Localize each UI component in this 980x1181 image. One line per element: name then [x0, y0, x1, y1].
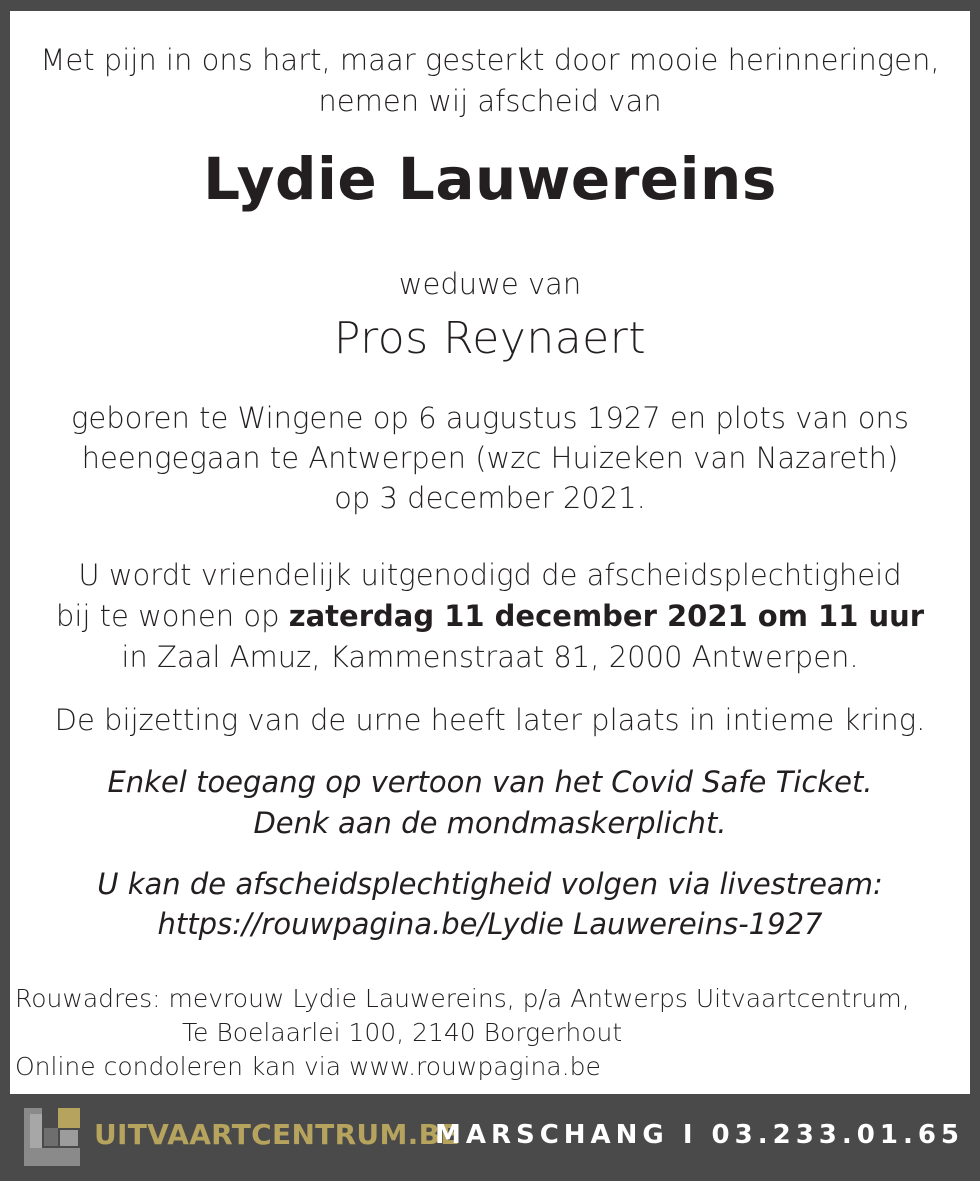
covid-line-2: Denk aan de mondmaskerplicht.: [253, 806, 727, 840]
obituary-card: [10, 11, 970, 1094]
ceremony-date-time: zaterdag 11 december 2021 om 11 uur: [288, 599, 925, 633]
ceremony-line-1: U wordt vriendelijk uitgenodigd de afscheidsplechtigheid: [78, 558, 902, 592]
brand-name: UITVAARTCENTRUM.BE: [94, 1118, 460, 1151]
widow-of-label: weduwe van: [398, 267, 582, 301]
spouse-name: Pros Reynaert: [333, 313, 647, 364]
livestream-line-1: U kan de afscheidsplechtigheid volgen via livestream:: [97, 867, 883, 901]
funeral-home-contact: MARSCHANG I 03.233.01.65: [434, 1120, 964, 1150]
intro-line-1: Met pijn in ons hart, maar gesterkt door mooie herinneringen,: [40, 43, 940, 77]
covid-line-1: Enkel toegang op vertoon van het Covid Safe Ticket.: [107, 765, 873, 799]
livestream-url[interactable]: https://rouwpagina.be/Lydie Lauwereins-1927: [157, 907, 823, 941]
urn-text: De bijzetting van de urne heeft later plaats in intieme kring.: [54, 703, 926, 737]
ceremony-line-3: in Zaal Amuz, Kammenstraat 81, 2000 Antwerpen.: [121, 640, 859, 674]
online-condolence-line: Online condoleren kan via www.rouwpagina.be: [15, 1052, 601, 1081]
ceremony-line-2-prefix: bij te wonen op: [55, 599, 289, 633]
mourning-address-line-1: Rouwadres: mevrouw Lydie Lauwereins, p/a Antwerps Uitvaartcentrum,: [15, 984, 910, 1013]
footer-bar: [0, 1094, 980, 1181]
mourning-address-line-2: Te Boelaarlei 100, 2140 Borgerhout: [182, 1018, 623, 1047]
birth-death-line-1: geboren te Wingene op 6 augustus 1927 en plots van ons: [71, 401, 909, 435]
deceased-name: Lydie Lauwereins: [203, 145, 777, 213]
intro-line-2: nemen wij afscheid van: [318, 84, 662, 118]
uitvaartcentrum-logo-icon: [24, 1108, 80, 1166]
birth-death-line-2: heengegaan te Antwerpen (wzc Huizeken van Nazareth): [81, 441, 899, 475]
ceremony-line-2: [10, 599, 970, 633]
birth-death-line-3: op 3 december 2021.: [334, 481, 646, 515]
